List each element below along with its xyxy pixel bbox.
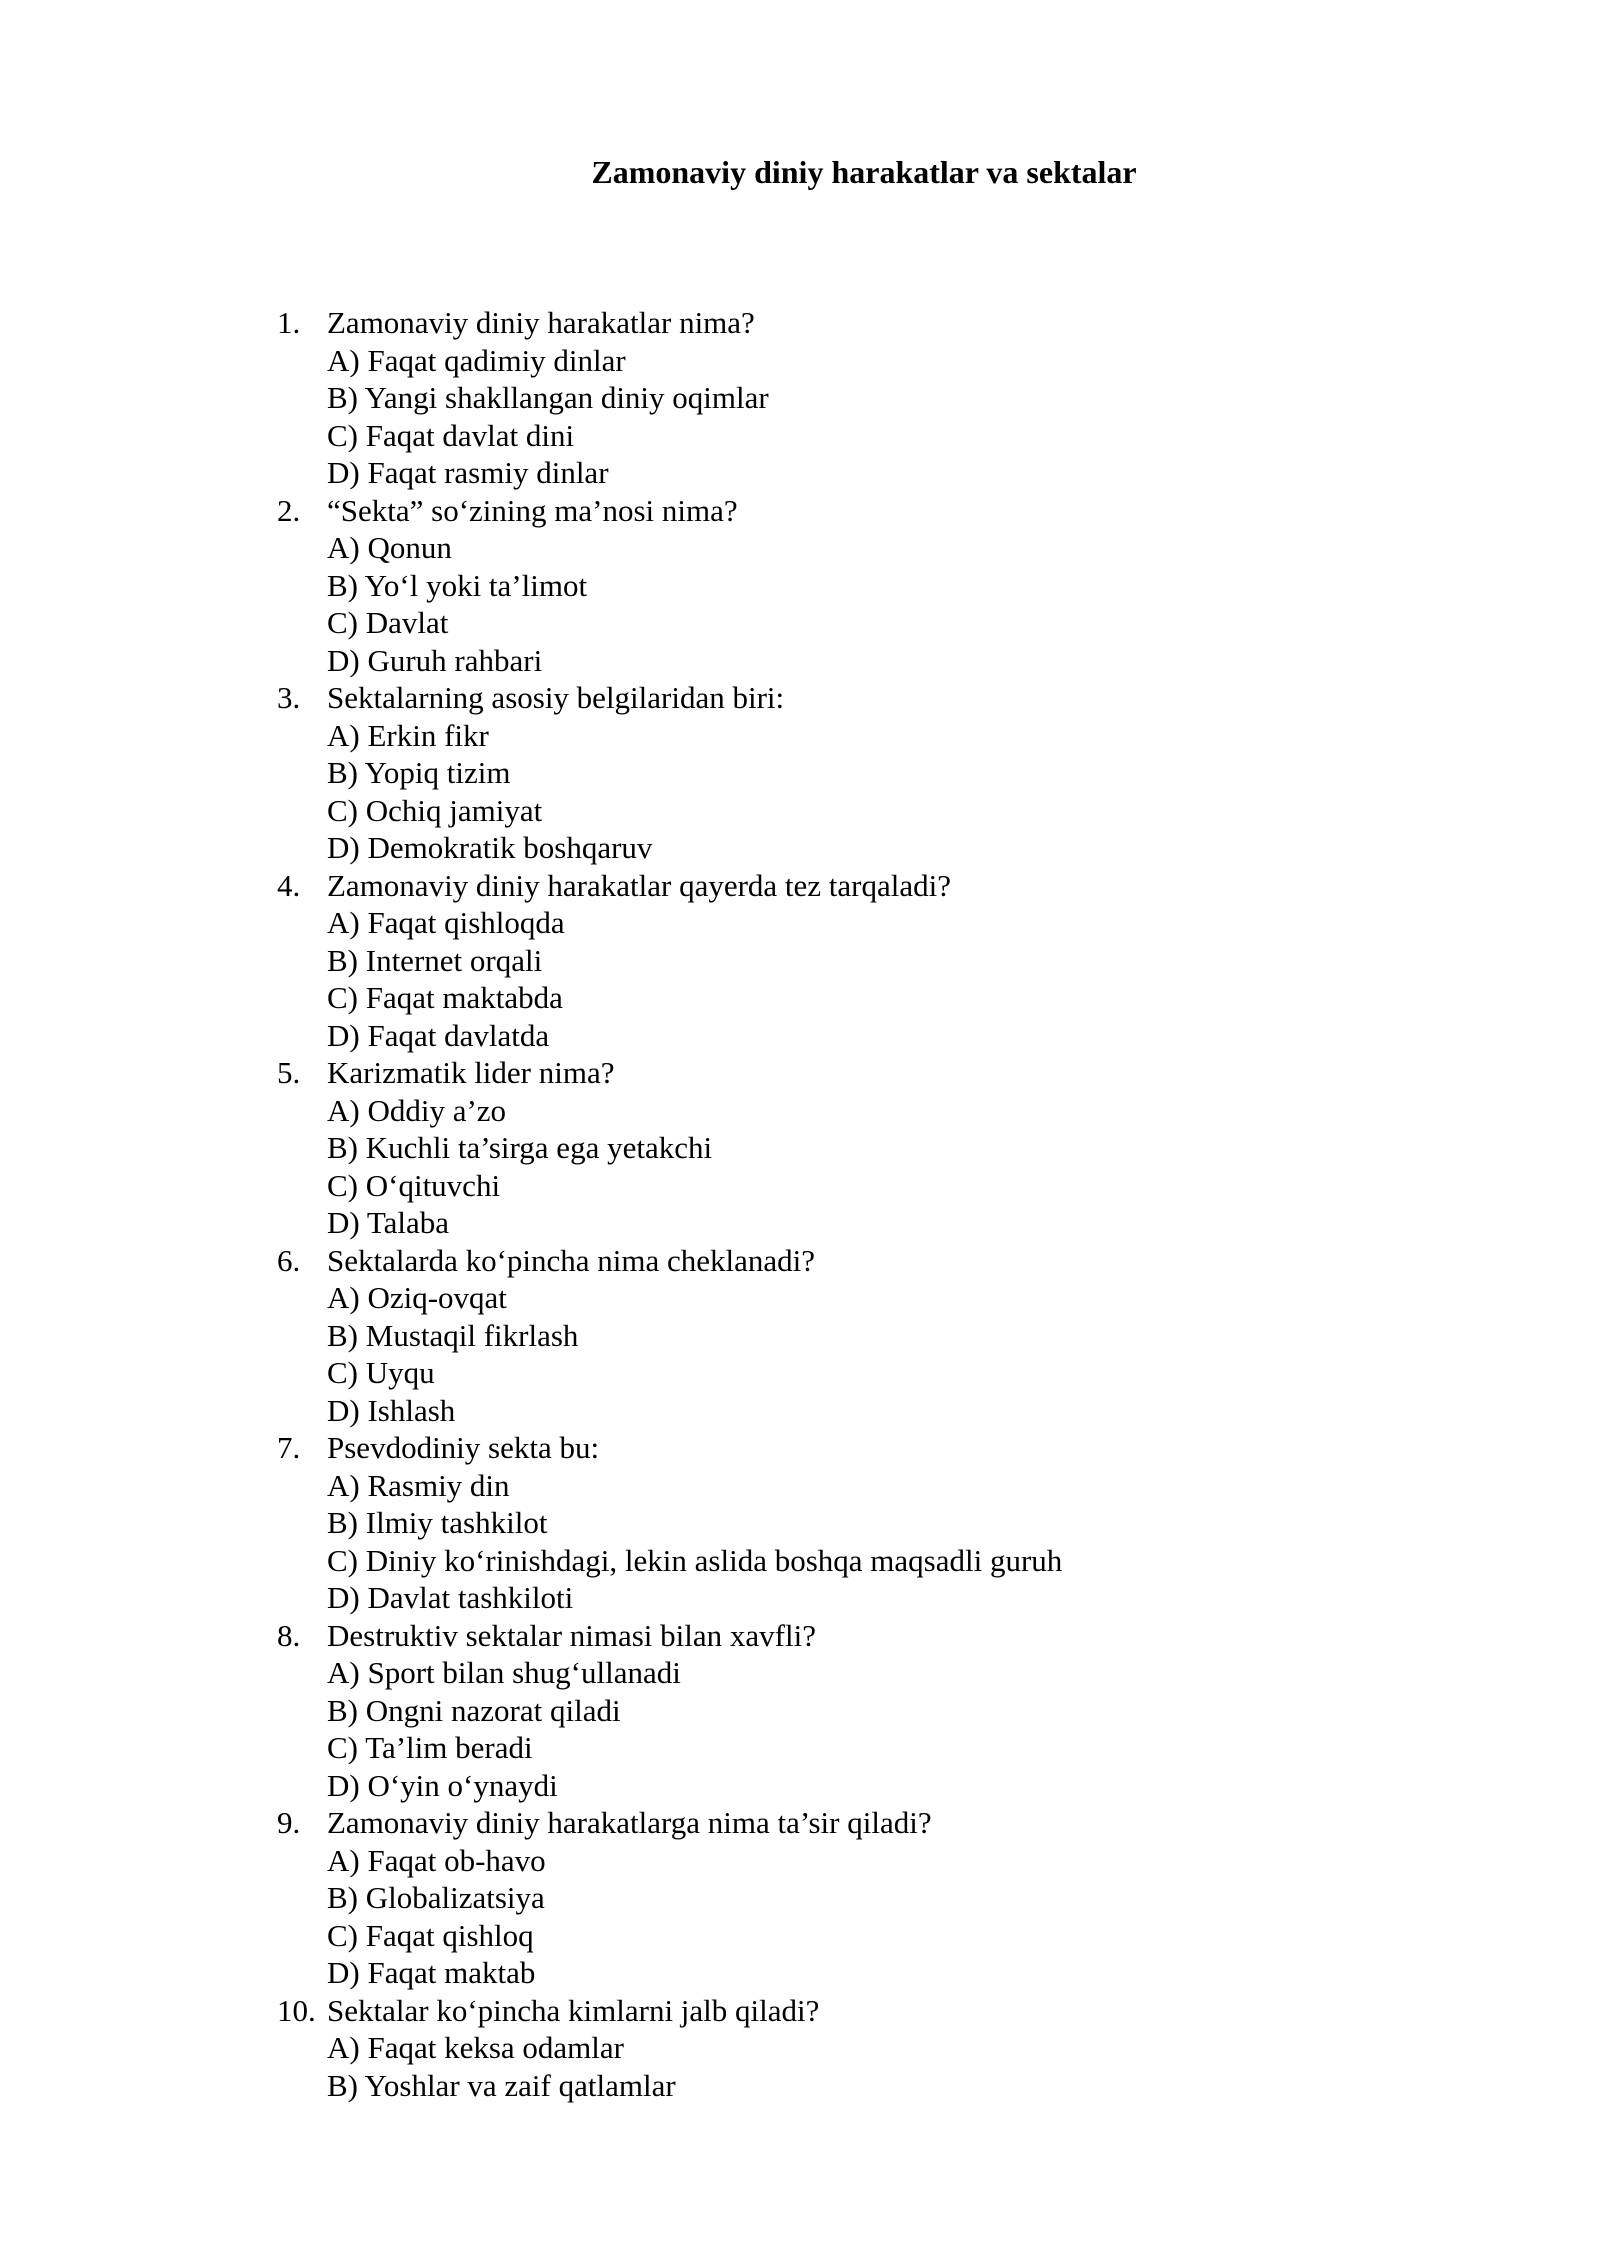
question-line [0, 492, 1600, 530]
answer-options [0, 529, 1600, 679]
question-item [0, 679, 1600, 867]
answer-option: A) Faqat qadimiy dinlar [327, 342, 626, 378]
answer-option: B) Globalizatsiya [327, 1880, 545, 1915]
question-item [0, 867, 1600, 1055]
answer-option: D) Ishlash [327, 1392, 456, 1428]
answer-options [0, 904, 1600, 1054]
question-list [0, 304, 1600, 2104]
question-line [0, 1617, 1600, 1655]
answer-option: B) Yopiq tizim [327, 755, 511, 790]
answer-option: D) Demokratik boshqaruv [327, 830, 653, 865]
question-text: Sektalarda ko‘pincha nima cheklanadi? [327, 1242, 816, 1278]
answer-option: B) Ilmiy tashkilot [327, 1505, 548, 1540]
question-number: 7. [277, 1430, 301, 1465]
answer-option: C) Ochiq jamiyat [327, 792, 543, 828]
question-text: Destruktiv sektalar nimasi bilan xavfli? [327, 1617, 816, 1653]
question-number: 3. [277, 680, 301, 715]
answer-option: D) Guruh rahbari [327, 642, 543, 678]
answer-options [0, 342, 1600, 492]
answer-option: D) Faqat rasmiy dinlar [327, 455, 609, 490]
answer-option: C) Faqat maktabda [327, 980, 563, 1015]
question-item [0, 1242, 1600, 1430]
question-line [0, 1429, 1600, 1467]
question-line [0, 1242, 1600, 1280]
question-number: 4. [277, 867, 301, 903]
question-number: 6. [277, 1242, 301, 1278]
question-item [0, 1429, 1600, 1617]
answer-option: B) Yangi shakllangan diniy oqimlar [327, 380, 769, 415]
question-line [0, 1992, 1600, 2030]
question-item [0, 1992, 1600, 2105]
answer-option: C) Faqat qishloq [327, 1917, 534, 1953]
answer-option: B) Kuchli ta’sirga ega yetakchi [327, 1130, 713, 1165]
question-number: 9. [277, 1805, 301, 1840]
question-number: 10. [277, 1992, 316, 2028]
answer-options [0, 1467, 1600, 1617]
answer-option: D) Davlat tashkiloti [327, 1580, 574, 1615]
answer-option: A) Sport bilan shug‘ullanadi [327, 1655, 681, 1690]
question-text: Karizmatik lider nima? [327, 1055, 615, 1090]
answer-options [0, 1654, 1600, 1804]
answer-options [0, 1279, 1600, 1429]
question-number: 8. [277, 1617, 301, 1653]
question-number: 2. [277, 492, 301, 528]
question-item [0, 1617, 1600, 1805]
answer-option: C) Faqat davlat dini [327, 417, 575, 453]
answer-option: A) Oziq-ovqat [327, 1280, 507, 1315]
answer-option: C) Uyqu [327, 1355, 435, 1390]
question-text: Psevdodiniy sekta bu: [327, 1430, 600, 1465]
question-line [0, 1054, 1600, 1092]
question-number: 1. [277, 305, 301, 340]
answer-option: B) Ongni nazorat qiladi [327, 1692, 621, 1728]
answer-option: A) Faqat keksa odamlar [327, 2030, 624, 2065]
question-line [0, 867, 1600, 905]
answer-options [0, 2029, 1600, 2104]
answer-option: B) Yoshlar va zaif qatlamlar [327, 2067, 676, 2103]
answer-option: B) Yo‘l yoki ta’limot [327, 567, 588, 603]
answer-option: A) Rasmiy din [327, 1467, 510, 1503]
answer-option: D) O‘yin o‘ynaydi [327, 1767, 558, 1803]
question-item [0, 1054, 1600, 1242]
question-line [0, 304, 1600, 342]
answer-option: D) Talaba [327, 1205, 450, 1240]
question-item [0, 304, 1600, 492]
answer-option: A) Faqat ob-havo [327, 1842, 546, 1878]
answer-option: A) Faqat qishloqda [327, 905, 565, 940]
answer-option: C) Davlat [327, 605, 449, 640]
answer-option: B) Internet orqali [327, 942, 543, 978]
answer-option: B) Mustaqil fikrlash [327, 1317, 579, 1353]
answer-option: C) O‘qituvchi [327, 1167, 501, 1203]
question-line [0, 1804, 1600, 1842]
answer-options [0, 1842, 1600, 1992]
answer-options [0, 717, 1600, 867]
question-text: Zamonaviy diniy harakatlar qayerda tez tarqaladi? [327, 867, 951, 903]
answer-option: A) Qonun [327, 530, 452, 565]
answer-option: D) Faqat maktab [327, 1955, 536, 1990]
question-text: Sektalarning asosiy belgilaridan biri: [327, 680, 785, 715]
question-line [0, 679, 1600, 717]
answer-options [0, 1092, 1600, 1242]
answer-option: D) Faqat davlatda [327, 1017, 550, 1053]
answer-option: A) Oddiy a’zo [327, 1092, 507, 1128]
question-text: Sektalar ko‘pincha kimlarni jalb qiladi? [327, 1992, 820, 2028]
question-text: “Sekta” so‘zining ma’nosi nima? [327, 492, 738, 528]
question-text: Zamonaviy diniy harakatlar nima? [327, 305, 755, 340]
answer-option: C) Ta’lim beradi [327, 1730, 533, 1765]
question-text: Zamonaviy diniy harakatlarga nima ta’sir qiladi? [327, 1805, 932, 1840]
question-number: 5. [277, 1055, 301, 1090]
question-item [0, 492, 1600, 680]
answer-option: A) Erkin fikr [327, 717, 489, 753]
answer-option: C) Diniy ko‘rinishdagi, lekin aslida boshqa maqsadli guruh [327, 1542, 1063, 1578]
page-title: Zamonaviy diniy harakatlar va sektalar [591, 154, 1137, 190]
question-item [0, 1804, 1600, 1992]
